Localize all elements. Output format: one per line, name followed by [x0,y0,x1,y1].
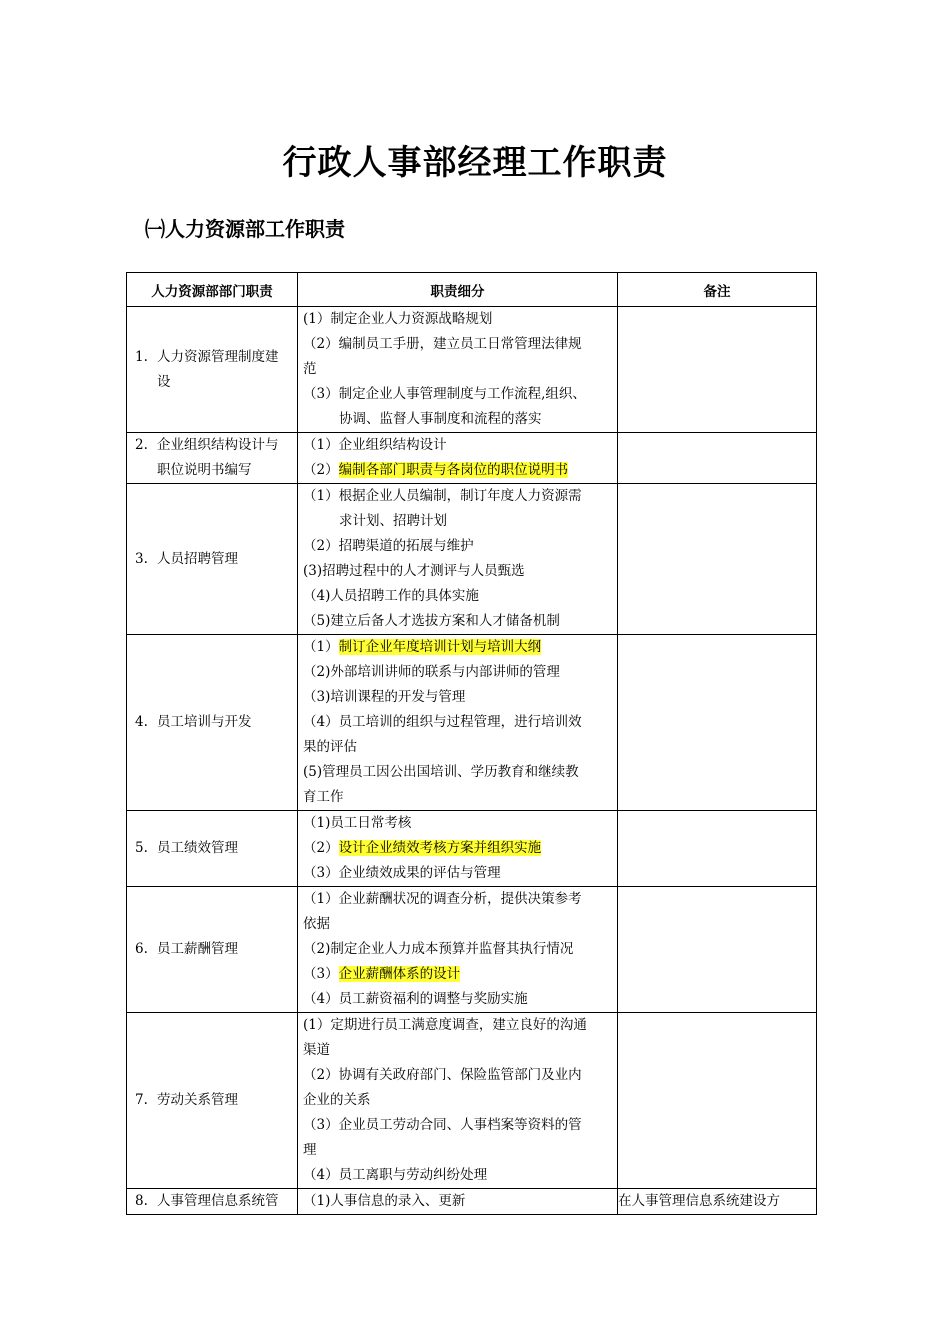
detail-line: （3）企业员工劳动合同、人事档案等资料的管 [303,1117,582,1133]
category [127,433,297,483]
remark-cell [618,635,817,811]
detail-line: （3）企业绩效成果的评估与管理 [303,865,501,881]
category-cell [127,887,298,1013]
category [127,1189,297,1214]
remark-cell [618,1013,817,1189]
category-number: 5. [135,840,148,856]
table-row [127,635,817,811]
highlighted-text: 设计企业绩效考核方案并组织实施 [338,840,542,856]
detail-prefix: （1） [303,639,339,655]
detail-line: （5)建立后备人才选拔方案和人才储备机制 [303,613,560,629]
remark-cell [618,484,817,635]
category [127,345,297,395]
remark-cell: 在人事管理信息系统建设方 [618,1189,817,1215]
category-number: 3. [135,550,148,567]
detail-line: 果的评估 [303,739,357,755]
table-header-row [127,273,817,307]
category-label: 员工培训与开发 [157,714,252,730]
category-cell [127,433,298,484]
category [127,937,297,962]
table-row [127,811,817,887]
category-label: 企业组织结构设计与职位说明书编写 [157,437,279,478]
highlighted-text: 企业薪酬体系的设计 [338,966,461,982]
detail-line: (5)管理员工因公出国培训、学历教育和继续教 [303,764,579,780]
detail-line: （2)制定企业人力成本预算并监督其执行情况 [303,941,574,957]
category-label: 人员招聘管理 [157,550,238,567]
table-row [127,307,817,433]
detail-line: （4)人员招聘工作的具体实施 [303,588,479,604]
category-number: 1. [135,348,148,365]
table-row [127,433,817,484]
category [127,836,297,861]
detail-line: 依据 [303,916,330,932]
category-number: 8. [135,1193,148,1209]
detail-line: 范 [303,361,317,377]
detail-cell [298,484,618,635]
category-cell [127,635,298,811]
category-label: 人力资源管理制度建设 [157,348,279,390]
detail-line: （1）企业组织结构设计 [303,437,447,453]
category-cell [127,811,298,887]
detail-line: （1）企业薪酬状况的调查分析，提供决策参考 [303,891,582,907]
detail-line: （3)培训课程的开发与管理 [303,689,466,705]
category-label: 人事管理信息系统管 [157,1193,279,1209]
detail-line: （4）员工培训的组织与过程管理，进行培训效 [303,714,582,730]
header-duty-detail: 职责细分 [298,273,618,307]
detail-line: (1）制定企业人力资源战略规划 [303,311,493,327]
duty-table [126,272,817,1215]
category [127,547,297,572]
header-remarks: 备注 [618,273,817,307]
detail-prefix: （2） [303,462,339,478]
detail-prefix: （2） [303,840,339,856]
detail-line [303,635,611,660]
document-title: 行政人事部经理工作职责 [282,143,668,183]
detail-line: (3)招聘过程中的人才测评与人员甄选 [303,563,525,579]
detail-line: （2）招聘渠道的拓展与维护 [303,538,474,554]
table-row [127,1013,817,1189]
detail-line: （1)员工日常考核 [303,815,412,831]
detail-line [303,962,611,987]
category-label: 员工绩效管理 [157,840,238,856]
highlighted-text: 编制各部门职责与各岗位的职位说明书 [338,462,569,478]
detail-prefix: （3） [303,966,339,982]
category-cell [127,307,298,433]
section-title: ㈠人力资源部工作职责 [145,217,345,241]
category [127,710,297,735]
category-cell [127,1013,298,1189]
remark-cell [618,811,817,887]
detail-cell [298,307,618,433]
category-cell [127,1189,298,1215]
detail-cell [298,1013,618,1189]
remark-cell [618,887,817,1013]
category-number: 7. [135,1092,148,1108]
detail-line: （4）员工离职与劳动纠纷处理 [303,1167,488,1183]
detail-line: （3）制定企业人事管理制度与工作流程,组织、 [303,386,586,402]
detail-line [303,458,611,483]
remark-cell [618,433,817,484]
table-body [127,307,817,1215]
table-row [127,887,817,1013]
detail-line [303,836,611,861]
remark-cell [618,307,817,433]
detail-line: （1）根据企业人员编制，制订年度人力资源需 [303,488,582,504]
detail-line: （4）员工薪资福利的调整与奖励实施 [303,991,528,1007]
category [127,1088,297,1113]
detail-line: 企业的关系 [303,1092,371,1108]
detail-line: (1）定期进行员工满意度调查，建立良好的沟通 [303,1017,587,1033]
category-label: 劳动关系管理 [157,1092,238,1108]
category-number: 6. [135,941,148,957]
detail-line: 理 [303,1142,317,1158]
detail-line: 渠道 [303,1042,330,1058]
detail-cell [298,1189,618,1215]
highlighted-text: 制订企业年度培训计划与培训大纲 [338,639,542,655]
category-number: 4. [135,714,148,730]
detail-line: 协调、监督人事制度和流程的落实 [339,411,542,427]
table-row [127,484,817,635]
detail-cell [298,811,618,887]
category-label: 员工薪酬管理 [157,941,238,957]
category-cell [127,484,298,635]
detail-line: （2）编制员工手册，建立员工日常管理法律规 [303,336,582,352]
detail-line: 育工作 [303,789,344,805]
detail-cell [298,887,618,1013]
detail-cell [298,433,618,484]
detail-cell [298,635,618,811]
detail-line: （1)人事信息的录入、更新 [303,1193,466,1209]
detail-line: （2)外部培训讲师的联系与内部讲师的管理 [303,664,560,680]
detail-line: （2）协调有关政府部门、保险监管部门及业内 [303,1067,582,1083]
header-department-duty: 人力资源部部门职责 [127,273,298,307]
detail-line: 求计划、招聘计划 [339,513,447,529]
table-row [127,1189,817,1215]
category-number: 2. [135,437,148,453]
